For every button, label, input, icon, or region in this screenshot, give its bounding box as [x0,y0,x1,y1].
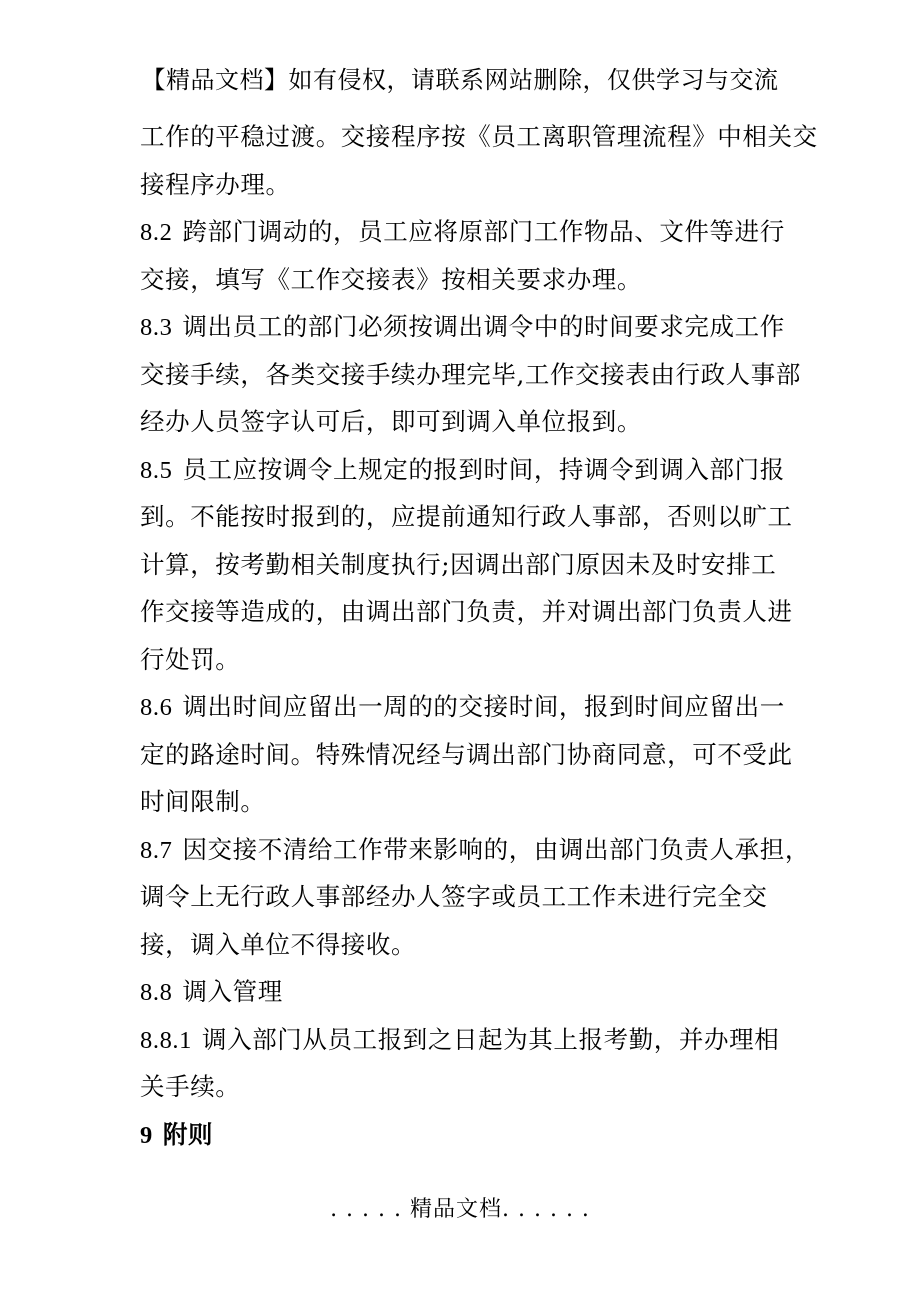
clause-number: 8.8 [140,979,173,1006]
line-text: 调入部门从员工报到之日起为其上报考勤，并办理相 [202,1024,780,1054]
document-body [140,113,818,1158]
line-text: 定的路途时间。特殊情况经与调出部门协商同意，可不受此 [140,739,793,769]
paragraph-line [140,683,790,731]
paragraph-line [140,208,790,256]
paragraph-line [140,921,790,969]
line-text: 调令上无行政人事部经办人签字或员工工作未进行完全交 [140,882,768,911]
line-text: 接，调入单位不得接收。 [140,929,417,959]
paragraph-line [140,161,790,209]
page-header: 【精品文档】如有侵权，请联系网站删除，仅供学习与交流 [141,66,779,94]
line-text: 因交接不清给工作带来影响的，由调出部门负责人承担， [182,834,810,864]
line-text: 作交接等造成的，由调出部门负责，并对调出部门负责人进 [140,597,793,626]
line-text: 调出员工的部门必须按调出调令中的时间要求完成工作 [182,312,785,341]
line-text: 调出时间应留出一周的的交接时间，报到时间应留出一 [182,692,785,721]
line-text: 调入管理 [182,977,283,1006]
line-text: 员工应按调令上规定的报到时间，持调令到调入部门报 [182,454,785,484]
clause-number: 8.6 [140,694,173,721]
paragraph-line [140,1063,790,1111]
clause-number: 8.7 [140,836,173,864]
paragraph-line [140,351,801,399]
paragraph-line [140,303,790,351]
section-heading [140,1111,790,1159]
paragraph-line [140,493,793,541]
line-text: 到。不能按时报到的，应提前通知行政人事部，否则以旷工 [140,502,793,531]
paragraph-line [140,873,790,921]
paragraph-line [140,778,790,826]
paragraph-line [140,636,790,684]
page-footer: . . . . . 精品文档. . . . . . [330,1197,590,1222]
clause-number: 8.8.1 [140,1026,192,1054]
paragraph-line [140,731,793,779]
line-text: 跨部门调动的，员工应将原部门工作物品、文件等进行 [182,217,785,246]
paragraph-line [140,1016,790,1064]
paragraph-line [140,446,790,494]
section-title: 附则 [162,1119,214,1149]
clause-number: 8.2 [140,219,173,246]
line-text: 交接手续，各类交接手续办理完毕,工作交接表由行政人事部 [140,359,801,389]
paragraph-line [140,256,790,304]
line-text: 行处罚。 [140,644,241,674]
line-text: 经办人员签字认可后，即可到调入单位报到。 [140,407,642,436]
line-text: 工作的平稳过渡。交接程序按《员工离职管理流程》中相关交 [140,122,818,151]
section-number: 9 [140,1121,153,1149]
paragraph-line [140,968,790,1016]
line-text: 接程序办理。 [140,169,291,199]
clause-number: 8.5 [140,456,173,484]
line-text: 时间限制。 [140,787,266,816]
line-text: 计算，按考勤相关制度执行;因调出部门原因未及时安排工 [140,549,777,579]
paragraph-line [140,113,818,161]
paragraph-line [140,826,810,874]
paragraph-line [140,588,793,636]
clause-number: 8.3 [140,314,173,341]
line-text: 关手续。 [140,1072,241,1101]
paragraph-line [140,398,790,446]
paragraph-line [140,541,790,589]
line-text: 交接，填写《工作交接表》按相关要求办理。 [140,264,642,294]
